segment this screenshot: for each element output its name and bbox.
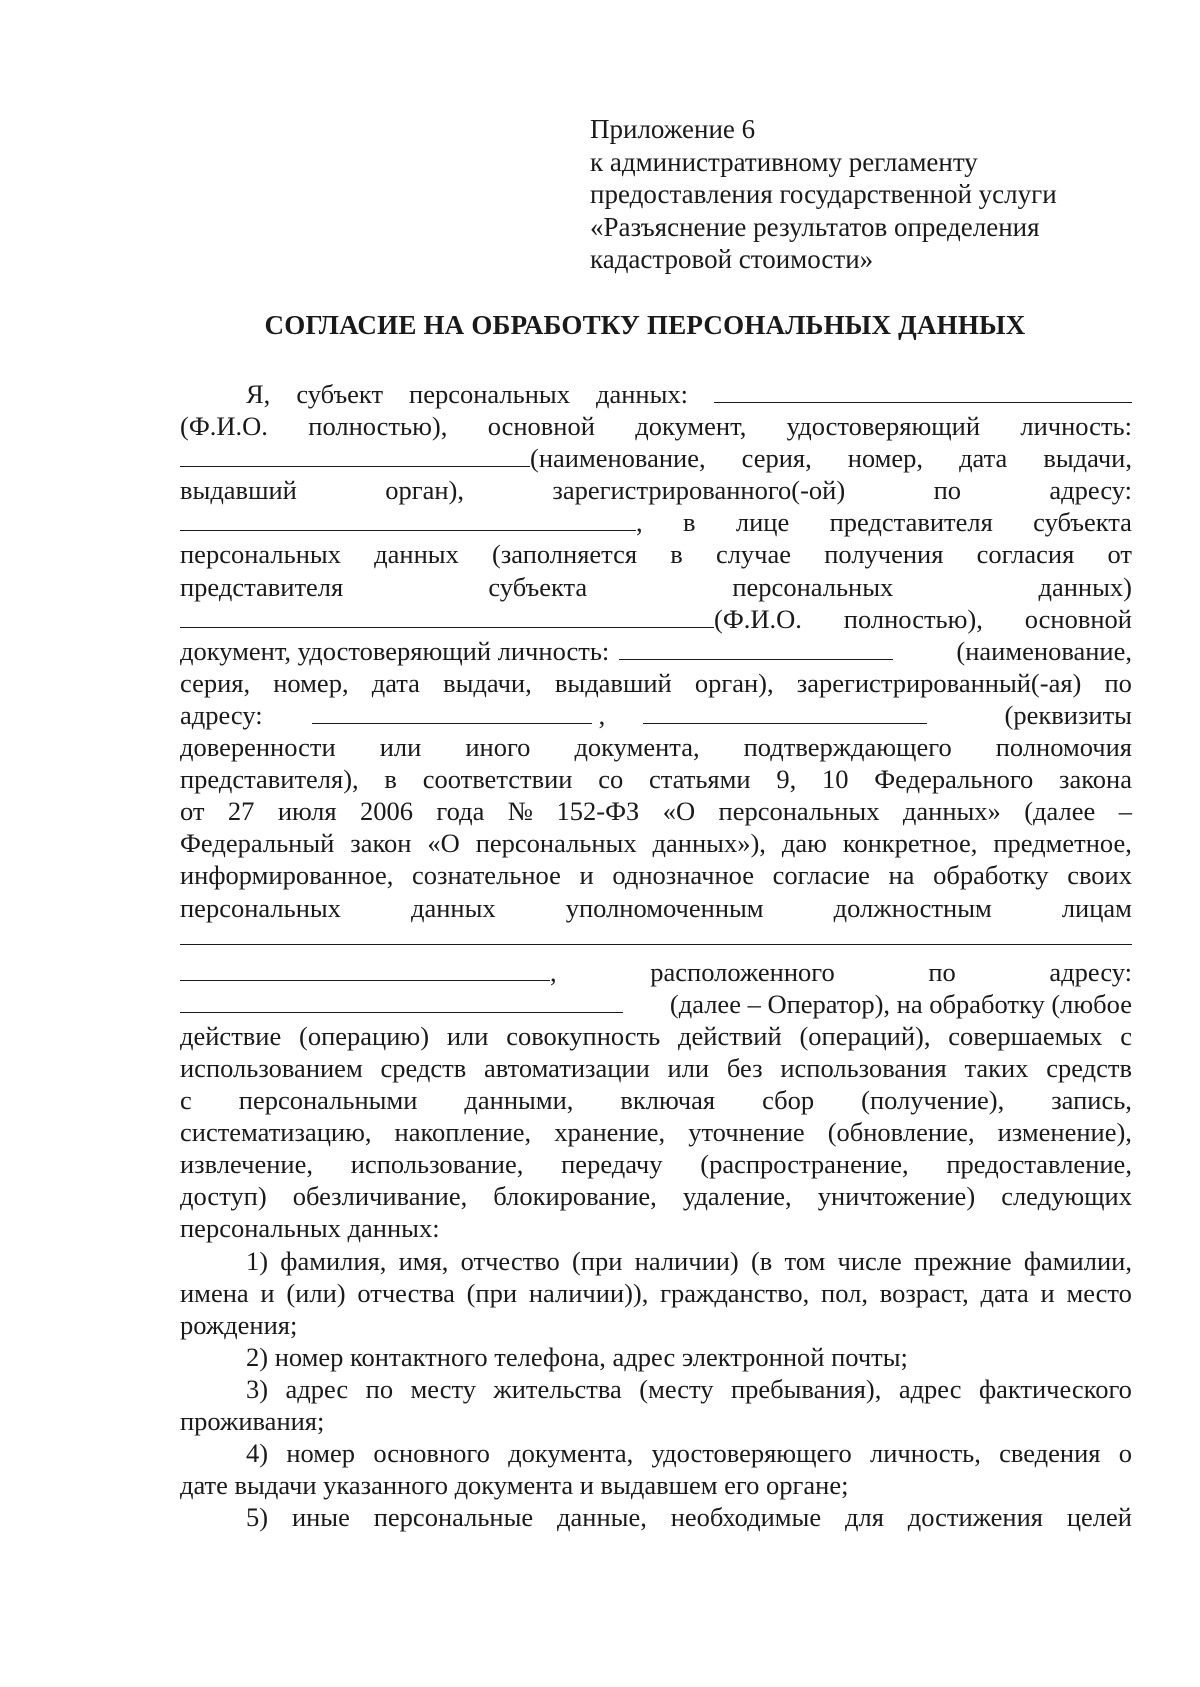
word: полностью), bbox=[308, 411, 448, 442]
word: (заполняется bbox=[492, 539, 638, 570]
word: данных) bbox=[1038, 571, 1132, 602]
word: числе bbox=[837, 1245, 902, 1276]
word: серия, bbox=[180, 667, 251, 698]
word: информированное, bbox=[180, 860, 394, 891]
list-item-line bbox=[180, 1277, 1132, 1309]
word: включая bbox=[620, 1085, 716, 1116]
word: серия, bbox=[741, 443, 812, 474]
word: получения bbox=[824, 539, 944, 570]
word: «О bbox=[662, 796, 696, 827]
word: статьями bbox=[649, 764, 751, 795]
word: закона bbox=[1059, 764, 1132, 795]
word: от bbox=[180, 796, 205, 827]
word: извлечение, bbox=[180, 1149, 313, 1180]
word: 5) bbox=[246, 1502, 269, 1533]
text-line bbox=[180, 827, 1132, 859]
word: даю bbox=[781, 828, 827, 859]
word: лицам bbox=[1061, 892, 1132, 923]
word: личность: bbox=[1020, 411, 1132, 442]
word: дата bbox=[980, 1277, 1029, 1308]
word: (при bbox=[466, 1277, 518, 1308]
word: блокирование, bbox=[493, 1181, 657, 1212]
word: персональных bbox=[180, 539, 341, 570]
text-line bbox=[180, 667, 1132, 699]
word: автоматизации bbox=[483, 1052, 650, 1083]
word: удаление, bbox=[682, 1181, 792, 1212]
word: пребывания), bbox=[730, 1373, 882, 1404]
word: орган), bbox=[385, 475, 464, 506]
appendix-line: «Разъяснение результатов определения bbox=[590, 211, 1040, 242]
word: (или) bbox=[286, 1277, 346, 1308]
fill-in-blank[interactable] bbox=[180, 508, 636, 531]
text-line bbox=[180, 442, 1132, 474]
word: средств bbox=[380, 1052, 467, 1083]
word: (Ф.И.О. bbox=[714, 603, 802, 634]
fill-in-blank[interactable] bbox=[180, 924, 1132, 956]
text-run: документ, удостоверяющий личность: bbox=[180, 635, 610, 666]
word: наличии)), bbox=[528, 1277, 649, 1308]
fill-in-blank[interactable] bbox=[312, 701, 592, 724]
word: уточнение bbox=[688, 1117, 805, 1148]
text-line bbox=[180, 1180, 1132, 1212]
word: подтверждающего bbox=[743, 732, 952, 763]
word: или bbox=[379, 732, 422, 763]
word: полномочия bbox=[995, 732, 1132, 763]
word: пол, bbox=[821, 1277, 868, 1308]
list-item-line bbox=[180, 1405, 1132, 1437]
text-run: дате выдачи указанного документа и выдавшем его органе; bbox=[180, 1470, 849, 1501]
fill-in-blank[interactable] bbox=[643, 701, 927, 724]
word: отчество bbox=[460, 1245, 560, 1276]
text-line bbox=[180, 1052, 1132, 1084]
text-run: , bbox=[598, 699, 606, 730]
word: с bbox=[1120, 1020, 1132, 1051]
word: Федеральный bbox=[180, 828, 335, 859]
word: документ, bbox=[635, 411, 747, 442]
text-run: рождения; bbox=[180, 1309, 298, 1340]
word: гражданство, bbox=[660, 1277, 810, 1308]
word: достижения bbox=[907, 1502, 1043, 1533]
word: уполномоченным bbox=[565, 892, 764, 923]
word: (распространение, bbox=[700, 1149, 909, 1180]
word: персональных bbox=[180, 892, 341, 923]
text-line bbox=[180, 474, 1132, 506]
word: (операций), bbox=[799, 1020, 931, 1051]
word: сознательное bbox=[411, 860, 561, 891]
word: необходимые bbox=[670, 1502, 822, 1533]
word: адресу: bbox=[1049, 475, 1132, 506]
word: наличии) bbox=[634, 1245, 739, 1276]
text-line bbox=[180, 1116, 1132, 1148]
word: доверенности bbox=[180, 732, 336, 763]
list-item-line bbox=[180, 1469, 1132, 1501]
word: по bbox=[1104, 667, 1132, 698]
consent-body bbox=[180, 378, 1132, 1533]
list-item-line bbox=[180, 1501, 1132, 1533]
word: сведения bbox=[999, 1438, 1101, 1469]
text-line bbox=[180, 1084, 1132, 1116]
word: адресу: bbox=[1049, 956, 1132, 987]
word: персональных bbox=[475, 828, 637, 859]
text-run: адресу: bbox=[180, 699, 263, 730]
word: 3) bbox=[246, 1373, 269, 1404]
text-line bbox=[180, 859, 1132, 891]
text-line bbox=[180, 763, 1132, 795]
text-line bbox=[180, 795, 1132, 827]
word: удостоверяющего bbox=[651, 1438, 852, 1469]
fill-in-blank[interactable] bbox=[180, 444, 530, 467]
word: запись, bbox=[1051, 1085, 1132, 1116]
word: со bbox=[598, 764, 624, 795]
word: лице bbox=[735, 507, 790, 538]
word: расположенного bbox=[650, 956, 835, 987]
word: совокупность bbox=[506, 1020, 661, 1051]
word: Федерального bbox=[874, 764, 1034, 795]
word: для bbox=[844, 1502, 884, 1533]
word: таких bbox=[964, 1052, 1029, 1083]
word: без bbox=[726, 1052, 763, 1083]
text-line bbox=[180, 378, 1132, 410]
word: предоставление, bbox=[946, 1149, 1132, 1180]
word: номер, bbox=[847, 443, 924, 474]
appendix-line: кадастровой стоимости» bbox=[590, 244, 874, 274]
word: использования bbox=[780, 1052, 947, 1083]
word: выдачи, bbox=[1043, 443, 1132, 474]
word: однозначное bbox=[612, 860, 754, 891]
word: имя, bbox=[398, 1245, 449, 1276]
word: или bbox=[446, 1020, 489, 1051]
word: жительства bbox=[493, 1373, 622, 1404]
word: персональные bbox=[373, 1502, 534, 1533]
text-line bbox=[180, 731, 1132, 763]
word: (при bbox=[571, 1245, 623, 1276]
word: представителя bbox=[829, 507, 993, 538]
word: фамилии, bbox=[1023, 1245, 1132, 1276]
word: данные, bbox=[557, 1502, 647, 1533]
word: (наименование, bbox=[530, 443, 706, 474]
word: доступ) bbox=[180, 1181, 267, 1212]
word: по bbox=[365, 1373, 394, 1404]
word: дата bbox=[959, 443, 1008, 474]
word: личность, bbox=[869, 1438, 981, 1469]
word: полностью), bbox=[843, 603, 983, 634]
word: выдавший bbox=[554, 667, 672, 698]
word: июля bbox=[277, 796, 337, 827]
word: «О bbox=[427, 828, 460, 859]
word: 4) bbox=[246, 1438, 269, 1469]
word: и bbox=[260, 1277, 275, 1308]
word: иные bbox=[291, 1502, 350, 1533]
word: средств bbox=[1046, 1052, 1132, 1083]
blank-with-word bbox=[180, 956, 557, 988]
word: сбор bbox=[762, 1085, 815, 1116]
word: данных bbox=[374, 539, 459, 570]
word: с bbox=[180, 1085, 192, 1116]
fill-in-blank[interactable] bbox=[714, 380, 1132, 403]
blank-with-word bbox=[180, 506, 643, 538]
word: конкретное, bbox=[842, 828, 978, 859]
word: по bbox=[933, 475, 962, 506]
text-line bbox=[180, 1148, 1132, 1180]
word: , bbox=[550, 956, 557, 987]
word: систематизацию, bbox=[180, 1117, 372, 1148]
list-item-line bbox=[180, 1373, 1132, 1405]
text-line bbox=[180, 635, 1132, 667]
word: использованием bbox=[180, 1052, 363, 1083]
word: и bbox=[1040, 1277, 1055, 1308]
text-line bbox=[180, 956, 1132, 988]
word: (операцию) bbox=[299, 1020, 430, 1051]
word: возраст, bbox=[879, 1277, 969, 1308]
list-item-line bbox=[180, 1245, 1132, 1277]
text-run: (реквизиты bbox=[1004, 699, 1132, 730]
word: основной bbox=[487, 411, 595, 442]
list-item-line bbox=[180, 1341, 1132, 1373]
word: или bbox=[667, 1052, 710, 1083]
word: субъекта bbox=[1033, 507, 1132, 538]
word: в bbox=[384, 764, 397, 795]
word: представителя bbox=[180, 571, 344, 602]
word: данных» bbox=[902, 796, 1001, 827]
word: основной bbox=[1024, 603, 1132, 634]
word: документа, bbox=[508, 1438, 634, 1469]
word: (далее bbox=[1024, 796, 1096, 827]
blank-with-word bbox=[180, 603, 802, 635]
word: – bbox=[1118, 796, 1132, 827]
word: (Ф.И.О. bbox=[180, 411, 268, 442]
word: том bbox=[784, 1245, 826, 1276]
word: года bbox=[436, 796, 485, 827]
word: (получение), bbox=[861, 1085, 1005, 1116]
word: следующих bbox=[1001, 1181, 1132, 1212]
word: по bbox=[928, 956, 956, 987]
word: уничтожение) bbox=[817, 1181, 976, 1212]
word: 2006 bbox=[359, 796, 413, 827]
word: персональных bbox=[409, 379, 570, 409]
word: место bbox=[1066, 1277, 1132, 1308]
word: адрес bbox=[285, 1373, 349, 1404]
word: дата bbox=[371, 667, 420, 698]
word: соответствии bbox=[422, 764, 573, 795]
word: номер bbox=[286, 1438, 356, 1469]
text-line bbox=[180, 603, 1132, 635]
word: имена bbox=[180, 1277, 249, 1308]
text-run: (наименование, bbox=[956, 635, 1132, 666]
word: совершаемых bbox=[948, 1020, 1103, 1051]
word: иного bbox=[465, 732, 531, 763]
word: закон bbox=[350, 828, 412, 859]
fill-in-blank[interactable] bbox=[180, 605, 714, 628]
word: действий bbox=[678, 1020, 782, 1051]
word: 9, bbox=[776, 764, 797, 795]
text-line bbox=[180, 1212, 1132, 1244]
word: документа, bbox=[574, 732, 700, 763]
word: 10 bbox=[821, 764, 849, 795]
word: использование, bbox=[350, 1149, 524, 1180]
word: данных: bbox=[595, 379, 688, 409]
appendix-line: предоставления государственной услуги bbox=[590, 179, 1057, 209]
fill-in-blank[interactable] bbox=[180, 990, 623, 1013]
word: адрес bbox=[898, 1373, 962, 1404]
word: 27 bbox=[227, 796, 255, 827]
word: передачу bbox=[561, 1149, 663, 1180]
text-line bbox=[180, 988, 1132, 1020]
word: хранение, bbox=[554, 1117, 666, 1148]
appendix-line: Приложение 6 bbox=[590, 114, 756, 144]
word: данных»), bbox=[652, 828, 766, 859]
word: удостоверяющий bbox=[786, 411, 981, 442]
fill-in-blank[interactable] bbox=[180, 958, 550, 981]
word: обработку bbox=[933, 860, 1049, 891]
list-item-line bbox=[180, 1309, 1132, 1341]
blank-with-word bbox=[180, 442, 706, 474]
word: , bbox=[636, 507, 643, 538]
word: зарегистрированный(-ая) bbox=[796, 667, 1082, 698]
word: отчества bbox=[357, 1277, 455, 1308]
word: данных bbox=[411, 892, 496, 923]
word: изменение), bbox=[997, 1117, 1132, 1148]
word: 152-ФЗ bbox=[556, 796, 640, 827]
word: согласие bbox=[772, 860, 870, 891]
word: Я, bbox=[246, 379, 271, 409]
word: случае bbox=[715, 539, 792, 570]
word: выдачи, bbox=[443, 667, 532, 698]
word: от bbox=[1107, 539, 1132, 570]
word: в bbox=[682, 507, 696, 538]
word: действие bbox=[180, 1020, 282, 1051]
word: фамилия, bbox=[280, 1245, 387, 1276]
word: основного bbox=[373, 1438, 490, 1469]
word: своих bbox=[1067, 860, 1132, 891]
text-line bbox=[180, 538, 1132, 570]
word: предметное, bbox=[993, 828, 1132, 859]
text-line bbox=[180, 410, 1132, 442]
word: персональных bbox=[732, 571, 894, 602]
word: обезличивание, bbox=[292, 1181, 468, 1212]
word: накопление, bbox=[394, 1117, 532, 1148]
word: 1) bbox=[246, 1245, 269, 1276]
word: выдавший bbox=[180, 475, 297, 506]
word: месту bbox=[410, 1373, 476, 1404]
document-title: СОГЛАСИЕ НА ОБРАБОТКУ ПЕРСОНАЛЬНЫХ ДАННЫХ bbox=[264, 310, 1026, 340]
word: целей bbox=[1066, 1502, 1132, 1533]
text-run: проживания; bbox=[180, 1406, 325, 1436]
word: на bbox=[888, 860, 915, 891]
word: субъект bbox=[296, 379, 384, 409]
word: персональных bbox=[718, 796, 880, 827]
text-line bbox=[180, 699, 1132, 731]
word: субъекта bbox=[488, 571, 588, 602]
word: представителя), bbox=[180, 764, 359, 795]
word: зарегистрированного(-ой) bbox=[552, 475, 846, 506]
word: (обновление, bbox=[827, 1117, 975, 1148]
text-run: 2) номер контактного телефона, адрес электронной почты; bbox=[246, 1341, 908, 1372]
text-line bbox=[180, 571, 1132, 603]
appendix-header bbox=[590, 113, 1150, 276]
word: (в bbox=[750, 1245, 773, 1276]
text-line bbox=[180, 506, 1132, 538]
word: персональными bbox=[238, 1085, 418, 1116]
word: № bbox=[507, 796, 534, 827]
word: в bbox=[670, 539, 683, 570]
word: о bbox=[1118, 1438, 1132, 1469]
text-line bbox=[180, 1020, 1132, 1052]
word: фактического bbox=[978, 1373, 1132, 1404]
text-run: персональных данных: bbox=[180, 1213, 440, 1244]
word: орган), bbox=[694, 667, 774, 698]
word: данными, bbox=[464, 1085, 574, 1116]
text-run: (далее – Оператор), на обработку (любое bbox=[669, 988, 1132, 1019]
appendix-line: к административному регламенту bbox=[590, 146, 978, 177]
fill-in-blank[interactable] bbox=[619, 637, 893, 660]
word: должностным bbox=[833, 892, 992, 923]
word: и bbox=[579, 860, 594, 891]
word: номер, bbox=[273, 667, 349, 698]
word: согласия bbox=[976, 539, 1075, 570]
word: прежние bbox=[914, 1245, 1012, 1276]
word: (месту bbox=[639, 1373, 714, 1404]
list-item-line bbox=[180, 1437, 1132, 1469]
text-line bbox=[180, 892, 1132, 924]
